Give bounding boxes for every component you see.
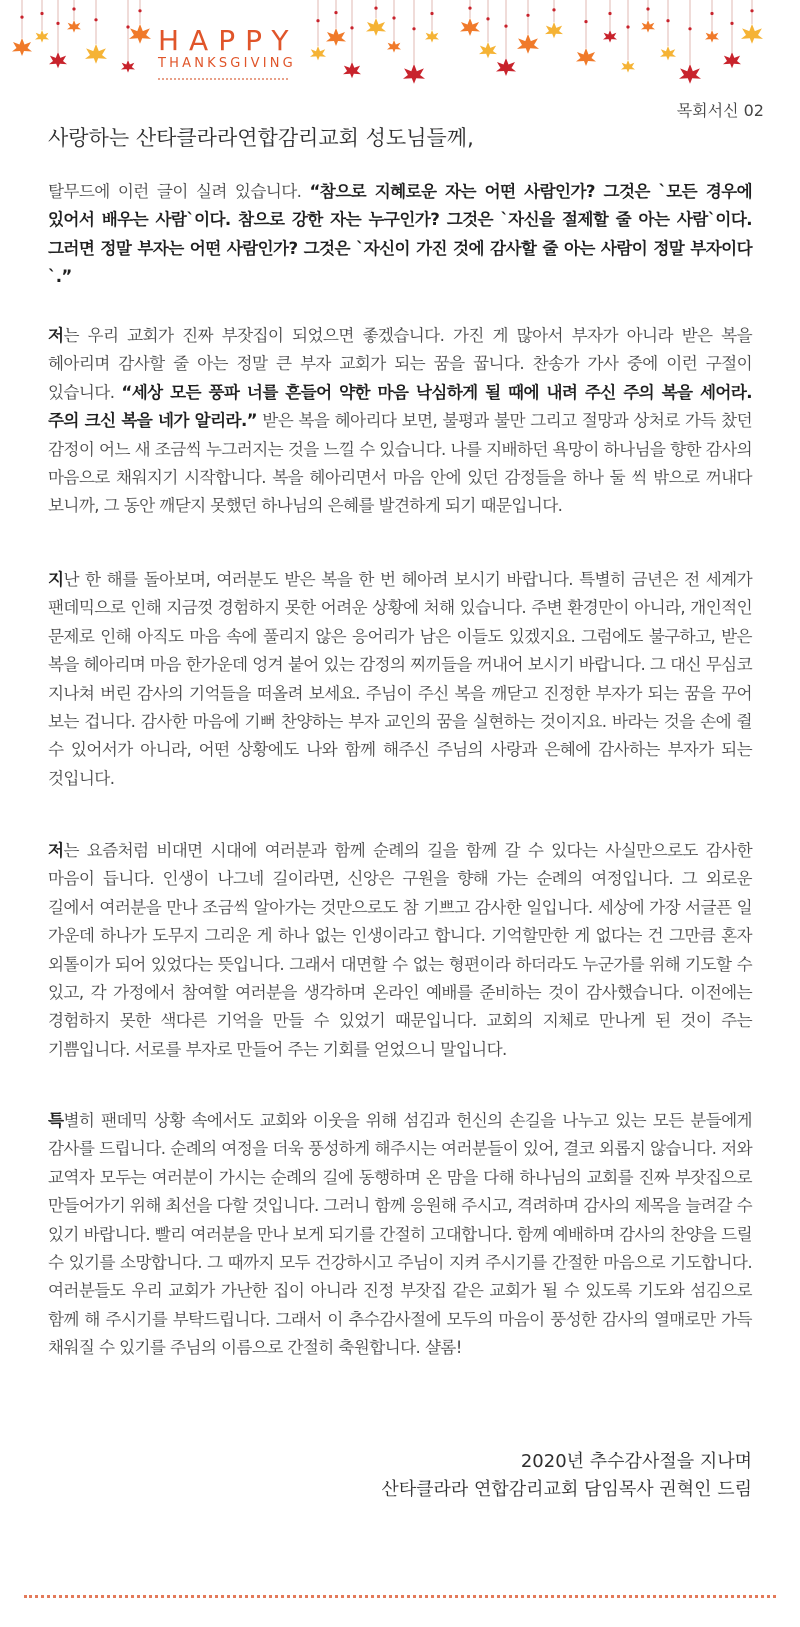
maple-leaf-icon [576, 48, 596, 66]
berry-icon [374, 7, 377, 10]
paragraph-3 [48, 566, 752, 793]
berry-icon [646, 7, 649, 10]
maple-leaf-icon [12, 38, 32, 56]
berry-icon [666, 19, 669, 22]
paragraph-2-initial: 저 [48, 326, 64, 345]
berry-icon [40, 12, 43, 15]
berry-icon [392, 16, 395, 19]
maple-leaf-icon [641, 20, 655, 33]
maple-leaf-icon [603, 30, 617, 43]
maple-leaf-icon [723, 52, 741, 68]
maple-leaf-icon [741, 24, 763, 44]
maple-leaf-icon [326, 28, 346, 46]
hanging-leaves-decoration [0, 0, 800, 95]
maple-leaf-icon [660, 46, 676, 60]
paragraph-2-text-a: 는 우리 교회가 진짜 부잣집이 되었으면 좋겠습니다. 가진 게 많아서 부자가 아니라 받은 복을 헤아리며 감사할 줄 아는 정말 큰 부자 교회가 되는 꿈을 꿉니다. 찬송가 가사 중에 이런 구절이 있습니다. [48, 326, 752, 402]
banner-dotted-divider [158, 76, 288, 80]
paragraph-2-text-b: 받은 복을 헤아리다 보면, 불평과 불만 그리고 절망과 상처로 가득 찼던 감정이 어느 새 조금씩 누그러지는 것을 느낄 수 있습니다. 나를 지배하던 욕망이 하나님을 향한 감사의 마음으로 채워지기 시작합니다. 복을 헤아리면서 마음 안에 있던 감정들을 하나 둘 씩 밖으로 꺼내다 보니까, 그 동안 깨닫지 못했던 하나님의 은혜를 발견하게 되기 때문입니다. [48, 411, 753, 516]
maple-leaf-icon [67, 20, 81, 33]
berry-icon [430, 12, 433, 15]
berry-icon [584, 20, 587, 23]
paragraph-2 [48, 322, 752, 521]
berry-icon [56, 22, 59, 25]
hymn-quote: “세상 모든 풍파 너를 흔들어 약한 마음 낙심하게 될 때에 내려 주신 주의 복을 세어라. 주의 크신 복을 네가 알리라.” [48, 382, 752, 431]
maple-leaf-icon [679, 64, 701, 84]
maple-leaf-icon [479, 42, 497, 58]
maple-leaf-icon [425, 30, 439, 43]
closing-signature: 산타클라라 연합감리교회 담임목사 권혁인 드림 [381, 1479, 752, 1500]
berry-icon [504, 25, 507, 28]
berry-icon [750, 9, 753, 12]
maple-leaf-icon [35, 30, 49, 43]
banner-thanksgiving-text: THANKSGIVING [158, 56, 296, 71]
paragraph-4-initial: 저 [48, 841, 64, 860]
talmud-quote: “참으로 지혜로운 자는 어떤 사람인가? 그것은 `모든 경우에 있어서 배우는 사람`이다. 참으로 강한 자는 누구인가? 그것은 `자신을 절제할 줄 아는 사람`이다. 그러면 정말 부자는 어떤 사람인가? 그것은 `자신이 가진 것에 감사할 줄 아는 사람이 정말 부자이다`.” [48, 182, 753, 287]
closing-date-line: 2020년 추수감사절을 지나며 [520, 1451, 752, 1472]
letter-closing [381, 1448, 752, 1504]
paragraph-3-text: 난 한 해를 돌아보며, 여러분도 받은 복을 한 번 헤아려 보시기 바랍니다. 특별히 금년은 전 세계가 팬데믹으로 인해 지금껏 경험하지 못한 어려운 상황에 처해 있습니다. 주변 환경만이 아니라, 개인적인 문제로 인해 아직도 마음 속에 풀리지 않은 응어리가 남은 이들도 있겠지요. 그럼에도 불구하고, 받은 복을 헤아리며 마음 한가운데 엉겨 붙어 있는 감정의 찌끼들을 꺼내어 보시기 바랍니다. 그 대신 무심코 지나쳐 버린 감사의 기억들을 떠올려 보세요. 주님이 주신 복을 깨닫고 진정한 부자가 되는 꿈을 꾸어 보는 겁니다. 감사한 마음에 기뻐 찬양하는 부자 교인의 꿈을 실현하는 것이지요. 바라는 것을 손에 쥘 수 있어서가 아니라, 어떤 상황에도 나와 함께 해주신 주님의 사랑과 은혜에 감사하는 부자가 되는 것입니다. [48, 570, 752, 788]
berry-icon [72, 7, 75, 10]
berry-icon [468, 7, 471, 10]
maple-leaf-icon [366, 18, 386, 36]
letter-number: 목회서신 02 [676, 101, 764, 120]
berry-icon [730, 22, 733, 25]
paragraph-5-initial: 특 [48, 1111, 64, 1130]
paragraph-4 [48, 837, 752, 1064]
paragraph-3-initial: 지 [48, 570, 64, 589]
maple-leaf-icon [387, 40, 401, 53]
maple-leaf-icon [343, 62, 361, 78]
berry-icon [316, 19, 319, 22]
berry-icon [688, 27, 691, 30]
maple-leaf-icon [517, 34, 539, 54]
header-banner [0, 0, 800, 95]
berry-icon [126, 25, 129, 28]
berry-icon [486, 17, 489, 20]
maple-leaf-icon [496, 58, 516, 76]
berry-icon [552, 8, 555, 11]
maple-leaf-icon [129, 24, 151, 44]
maple-leaf-icon [545, 22, 563, 38]
maple-leaf-icon [310, 46, 326, 60]
maple-leaf-icon [621, 60, 635, 73]
berry-icon [94, 18, 97, 21]
berry-icon [412, 27, 415, 30]
maple-leaf-icon [49, 52, 67, 68]
paragraph-5 [48, 1107, 752, 1363]
berry-icon [710, 12, 713, 15]
paragraph-5-text: 별히 팬데믹 상황 속에서도 교회와 이웃을 위해 섬김과 헌신의 손길을 나누고 있는 모든 분들에게 감사를 드립니다. 순례의 여정을 더욱 풍성하게 해주시는 여러분들이 있어, 결코 외롭지 않습니다. 저와 교역자 모두는 여러분이 가시는 순례의 길에 동행하며 온 맘을 다해 하나님의 교회를 진짜 부잣집으로 만들어가기 위해 최선을 다할 것입니다. 그러니 함께 응원해 주시고, 격려하며 감사의 제목을 늘려갈 수 있기 바랍니다. 빨리 여러분을 만나 보게 되기를 간절히 고대합니다. 함께 예배하며 감사의 찬양을 드릴 수 있기를 소망합니다. 그 때까지 모두 건강하시고 주님이 지켜 주시기를 간절한 마음으로 기도합니다. 여러분들도 우리 교회가 가난한 집이 아니라 진정 부잣집 같은 교회가 될 수 있도록 기도와 섬김으로 함께 해 주시기를 부탁드립니다. 그래서 이 추수감사절에 모두의 마음이 풍성한 감사의 열매로만 가득 채워질 수 있기를 주님의 이름으로 간절히 축원합니다. 샬롬! [48, 1111, 752, 1358]
maple-leaf-icon [403, 64, 425, 84]
paragraph-1-intro: 탈무드에 이런 글이 실려 있습니다. [48, 182, 310, 201]
letter-greeting: 사랑하는 산타클라라연합감리교회 성도님들께, [48, 126, 474, 150]
berry-icon [350, 26, 353, 29]
maple-leaf-icon [705, 30, 719, 43]
berry-icon [526, 14, 529, 17]
berry-icon [138, 9, 141, 12]
paragraph-4-text: 는 요즘처럼 비대면 시대에 여러분과 함께 순례의 길을 함께 갈 수 있다는 사실만으로도 감사한 마음이 듭니다. 인생이 나그네 길이라면, 신앙은 구원을 향해 가는 순례의 여정입니다. 그 외로운 길에서 여러분을 만나 조금씩 알아가는 것만으로도 참 기쁘고 감사한 일입니다. 세상에 가장 서글픈 일 가운데 하나가 도무지 그리운 게 하나 없는 인생이라고 합니다. 기억할만한 게 없다는 건 그만큼 혼자 외톨이가 되어 있었다는 뜻입니다. 그래서 대면할 수 없는 형편이라 하더라도 누군가를 위해 기도할 수 있고, 각 가정에서 참여할 여러분을 생각하며 온라인 예배를 준비하는 것이 감사했습니다. 이전에는 경험하지 못한 색다른 기억을 만들 수 있었기 때문입니다. 교회의 지체로 만나게 된 것이 주는 기쁨입니다. 서로를 부자로 만들어 주는 기회를 얻었으니 말입니다. [48, 841, 752, 1059]
berry-icon [334, 11, 337, 14]
footer-dotted-divider [24, 1592, 776, 1598]
berry-icon [20, 16, 23, 19]
berry-icon [608, 12, 611, 15]
berry-icon [626, 25, 629, 28]
banner-happy-text: HAPPY [158, 24, 299, 57]
maple-leaf-icon [121, 60, 135, 73]
maple-leaf-icon [460, 18, 480, 36]
paragraph-1 [48, 178, 752, 292]
maple-leaf-icon [85, 44, 107, 64]
